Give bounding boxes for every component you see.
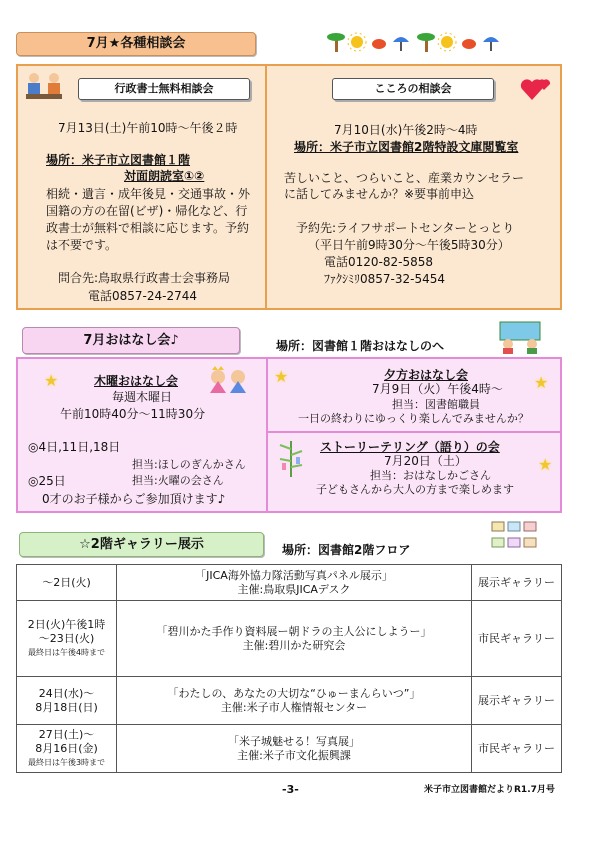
heart-consult-hours: （平日午前9時30分〜午後5時30分） [308,238,510,252]
telling-story-heading: ストーリーテリング（語り）の会 [320,440,500,454]
heart-consult-desc1: 苦しいこと、つらいこと、産業カウンセラー [284,171,525,185]
star-icon: ★ [538,455,553,474]
reading-children-icon [494,320,546,354]
star-icon: ★ [274,367,289,386]
story-box [16,357,562,513]
telling-story-desc: 子どもさんから大人の方まで楽しめます [316,483,514,496]
gallery-section-title: ☆2階ギャラリー展示 [19,532,264,557]
evening-story-desc: 一日の終わりにゆっくり楽しんでみませんか？ [298,412,529,425]
evening-story-heading: 夕方おはなし会 [384,368,469,382]
thursday-story-weekly: 毎週木曜日 [112,390,173,404]
crab-icon [372,39,386,49]
gallery-exhibit: 「碧川かた手作り資料展ー朝ドラの主人公にしようー」 主催:碧川かた研究会 [117,601,472,677]
gallery-exhibit: 「JICA海外協力隊活動写真パネル展示」 主催:鳥取県JICAデスク [117,565,472,601]
heart-consult-date: 7月10日(水)午後2時〜4時 [334,123,478,137]
admin-consult-heading: 行政書士無料相談会 [78,78,250,100]
thursday-story-heading: 木曜おはなし会 [94,374,179,388]
admin-consult-desc: 相続・遺言・成年後見・交通事故・外 国籍の方の在留(ビザ)・帰化など、行 政書士が無料で相談に応じます。予約 は不要です。 [46,187,251,252]
heart-consult-desc2: に話してみませんか？※要事前申込 [284,187,475,201]
sun-icon [348,33,366,51]
story-place: 場所：図書館１階おはなしのへ [276,339,445,353]
gallery-room: 市民ギャラリー [472,601,562,677]
thursday-story-staff2: 担当:火曜の会さん [132,474,224,487]
thursday-story-note: 0才のお子様からご参加頂けます♪ [42,492,226,506]
heart-consult-place: 場所：米子市立図書館2階特設文庫閲覧室 [294,140,519,154]
gallery-date: 27日(土)〜 8月16日(金) 最終日は午後3時まで [17,725,117,773]
telling-story-staff: 担当：おはなしかごさん [370,469,491,482]
gallery-date: 〜2日(火) [17,565,117,601]
sun-icon [438,33,456,51]
table-row [17,677,562,725]
thursday-story-time: 午前10時40分〜11時30分 [60,407,206,421]
table-row [17,601,562,677]
admin-consult-phone: 電話0857-24-2744 [88,289,198,303]
heart-consult-contact: 予約先:ライフサポートセンターとっとり [296,221,515,235]
star-icon: ★ [44,371,59,390]
people-consulting-icon [24,70,64,102]
beach-decoration-icons [327,28,505,54]
umbrella-icon [393,37,409,51]
story-section-title: 7月おはなし会♪ [22,327,240,354]
gallery-exhibit: 「米子城魅せる！写真展」 主催:米子市文化振興課 [117,725,472,773]
gallery-room: 展示ギャラリー [472,677,562,725]
gallery-date: 24日(水)〜 8月18日(日) [17,677,117,725]
admin-consult-date: 7月13日(土)午前10時〜午後２時 [58,121,238,135]
evening-story-date: 7月9日（火）午後4時〜 [372,382,503,396]
crab-icon [462,39,476,49]
page-number: -3- [282,783,299,796]
table-row [17,565,562,601]
palm-tree-icon [417,33,435,52]
table-row [17,725,562,773]
issue-label: 米子市立図書館だよりR1.7月号 [424,785,555,795]
admin-consult-place: 場所：米子市立図書館１階 [46,153,191,167]
consult-box [16,64,562,310]
palm-tree-icon [327,33,345,52]
gallery-room: 市民ギャラリー [472,725,562,773]
evening-story-staff: 担当：図書館職員 [392,398,480,411]
heart-consult-heading: こころの相談会 [332,78,494,100]
gallery-place: 場所：図書館2階フロア [282,543,411,557]
gallery-room: 展示ギャラリー [472,565,562,601]
heart-icon [518,74,554,104]
admin-consult-contact: 問合先:鳥取県行政書士会事務局 [58,271,231,285]
heart-consult-tel: 電話0120-82-5858 [324,255,434,269]
thursday-story-dates2: ◎25日 [28,474,66,488]
consult-section-title: 7月★各種相談会 [16,32,256,56]
thursday-story-dates1: ◎4日,11日,18日 [28,440,121,454]
princess-icon [206,365,252,393]
gallery-exhibit: 「わたしの、あなたの大切な“ひゅーまんらいつ”」 主催:米子市人権情報センター [117,677,472,725]
star-icon: ★ [534,373,549,392]
gallery-table [16,564,562,773]
bamboo-tanabata-icon [276,439,306,477]
gallery-date: 2日(火)午後1時 〜23日(火) 最終日は午後4時まで [17,601,117,677]
admin-consult-room: 対面朗読室①② [124,169,205,183]
telling-story-date: 7月20日（土） [384,454,467,468]
heart-consult-fax: ﾌｧｸｼﾐﾘ0857-32-5454 [324,272,446,286]
gallery-frames-icon [490,520,540,554]
thursday-story-staff1: 担当:ほしのぎんかさん [132,458,246,471]
umbrella-icon [483,37,499,51]
